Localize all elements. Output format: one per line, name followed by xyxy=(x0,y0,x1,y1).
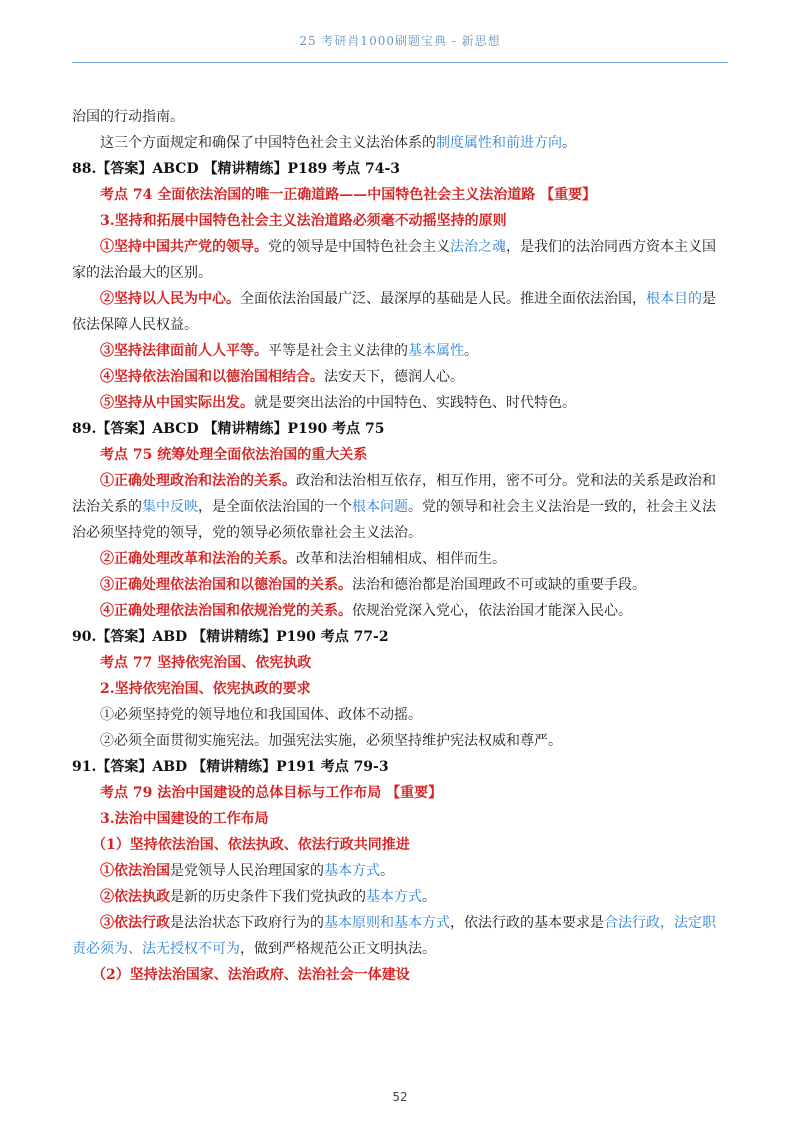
emphasis-red-text: ③正确处理依法治国和以德治国的关系。 xyxy=(100,577,352,593)
emphasis-red-text: ②坚持以人民为中心。 xyxy=(100,291,240,307)
emphasis-red-text: ①坚持中国共产党的领导。 xyxy=(100,239,268,255)
text-line xyxy=(72,104,728,130)
text-line xyxy=(72,936,728,962)
body-text: 平等是社会主义法律的 xyxy=(268,343,408,359)
emphasis-red-text: ③坚持法律面前人人平等。 xyxy=(100,343,268,359)
body-text: 2.坚持依宪治国、依宪执政的要求 xyxy=(100,681,311,697)
body-text: ②必须全面贯彻实施宪法。加强宪法实施，必须坚持维护宪法权威和尊严。 xyxy=(100,733,562,749)
text-line xyxy=(72,286,728,312)
emphasis-red-text: ①正确处理政治和法治的关系。 xyxy=(100,473,296,489)
text-line xyxy=(72,182,728,208)
body-text: 。 xyxy=(464,343,478,359)
body-text: 全面依法治国最广泛、最深厚的基础是人民。推进全面依法治国， xyxy=(240,291,646,307)
text-line xyxy=(72,494,728,520)
body-text: 是 xyxy=(702,291,716,307)
body-text: 改革和法治相辅相成、相伴而生。 xyxy=(296,551,506,567)
body-text: 治必须坚持党的领导，党的领导必须依靠社会主义法治。 xyxy=(72,525,422,541)
emphasis-red-text: ④坚持依法治国和以德治国相结合。 xyxy=(100,369,324,385)
body-text: 党的领导是中国特色社会主义 xyxy=(268,239,450,255)
emphasis-red-text: ④正确处理依法治国和依规治党的关系。 xyxy=(100,603,352,619)
text-line xyxy=(72,260,728,286)
emphasis-red-text: ③依法行政 xyxy=(100,915,170,931)
body-text: 就是要突出法治的中国特色、实践特色、时代特色。 xyxy=(254,395,576,411)
body-text: 是法治状态下政府行为的 xyxy=(170,915,324,931)
text-line xyxy=(72,624,728,650)
text-line xyxy=(72,130,728,156)
text-line xyxy=(72,832,728,858)
highlight-blue-text: 基本原则和基本方式 xyxy=(324,915,450,931)
text-line xyxy=(72,390,728,416)
emphasis-red-text: ②依法执政 xyxy=(100,889,170,905)
text-line xyxy=(72,416,728,442)
text-line xyxy=(72,338,728,364)
body-text: （1）坚持依法治国、依法执政、依法行政共同推进 xyxy=(92,837,410,853)
body-text: 家的法治最大的区别。 xyxy=(72,265,212,281)
highlight-blue-text: 集中反映 xyxy=(142,499,198,515)
emphasis-red-text: ⑤坚持从中国实际出发。 xyxy=(100,395,254,411)
body-text: 88.【答案】ABCD 【精讲精练】P189 考点 74-3 xyxy=(72,161,401,177)
text-line xyxy=(72,208,728,234)
text-line xyxy=(72,728,728,754)
body-text: 3.法治中国建设的工作布局 xyxy=(100,811,269,827)
text-line xyxy=(72,858,728,884)
body-text: 90.【答案】ABD 【精讲精练】P190 考点 77-2 xyxy=(72,629,389,645)
body-text: 3.坚持和拓展中国特色社会主义法治道路必须毫不动摇坚持的原则 xyxy=(100,213,507,229)
body-text: 考点 79 法治中国建设的总体目标与工作布局 【重要】 xyxy=(100,785,443,801)
body-text: 考点 74 全面依法治国的唯一正确道路——中国特色社会主义法治道路 【重要】 xyxy=(100,187,597,203)
text-line xyxy=(72,806,728,832)
highlight-blue-text: 根本问题 xyxy=(352,499,408,515)
body-text: ，做到严格规范公正文明执法。 xyxy=(240,941,436,957)
text-line xyxy=(72,364,728,390)
body-text: 政治和法治相互依存，相互作用，密不可分。党和法的关系是政治和 xyxy=(296,473,716,489)
body-text: ，是全面依法治国的一个 xyxy=(198,499,352,515)
body-text: ，依法行政的基本要求是 xyxy=(450,915,604,931)
body-text: 考点 77 坚持依宪治国、依宪执政 xyxy=(100,655,312,671)
body-text: 考点 75 统筹处理全面依法治国的重大关系 xyxy=(100,447,368,463)
text-line xyxy=(72,910,728,936)
text-line xyxy=(72,546,728,572)
body-text: ①必须坚持党的领导地位和我国国体、政体不动摇。 xyxy=(100,707,422,723)
text-line xyxy=(72,312,728,338)
body-text: 法治关系的 xyxy=(72,499,142,515)
body-text: 依法保障人民权益。 xyxy=(72,317,198,333)
text-line xyxy=(72,754,728,780)
text-line xyxy=(72,572,728,598)
text-line xyxy=(72,234,728,260)
emphasis-red-text: ①依法治国 xyxy=(100,863,170,879)
text-line xyxy=(72,884,728,910)
highlight-blue-text: 责必须为、法无授权不可为 xyxy=(72,941,240,957)
highlight-blue-text: 根本目的 xyxy=(646,291,702,307)
body-text: 91.【答案】ABD 【精讲精练】P191 考点 79-3 xyxy=(72,759,389,775)
highlight-blue-text: 基本方式 xyxy=(366,889,422,905)
body-text: 治国的行动指南。 xyxy=(72,109,184,125)
highlight-blue-text: 制度属性和前进方向 xyxy=(436,135,562,151)
text-line xyxy=(72,962,728,988)
body-text: 这三个方面规定和确保了中国特色社会主义法治体系的 xyxy=(100,135,436,151)
page-number: 52 xyxy=(392,1090,408,1104)
text-line xyxy=(72,676,728,702)
text-line xyxy=(72,468,728,494)
body-text: 89.【答案】ABCD 【精讲精练】P190 考点 75 xyxy=(72,421,385,437)
text-line xyxy=(72,442,728,468)
text-line xyxy=(72,780,728,806)
text-line xyxy=(72,702,728,728)
highlight-blue-text: 合法行政，法定职 xyxy=(604,915,716,931)
emphasis-red-text: ②正确处理改革和法治的关系。 xyxy=(100,551,296,567)
header-divider xyxy=(72,62,728,63)
body-text: 是新的历史条件下我们党执政的 xyxy=(170,889,366,905)
body-text: 。 xyxy=(562,135,576,151)
page-content xyxy=(72,104,728,988)
highlight-blue-text: 法治之魂 xyxy=(450,239,506,255)
body-text: ，是我们的法治同西方资本主义国 xyxy=(506,239,716,255)
body-text: 。党的领导和社会主义法治是一致的，社会主义法 xyxy=(408,499,716,515)
body-text: 法安天下，德润人心。 xyxy=(324,369,464,385)
text-line xyxy=(72,650,728,676)
text-line xyxy=(72,520,728,546)
body-text: （2）坚持法治国家、法治政府、法治社会一体建设 xyxy=(92,967,410,983)
text-line xyxy=(72,598,728,624)
page-header: 25 考研肖1000刷题宝典 - 新思想 xyxy=(299,34,501,48)
body-text: 。 xyxy=(422,889,436,905)
highlight-blue-text: 基本方式 xyxy=(324,863,380,879)
text-line xyxy=(72,156,728,182)
body-text: 是党领导人民治理国家的 xyxy=(170,863,324,879)
body-text: 依规治党深入党心，依法治国才能深入民心。 xyxy=(352,603,632,619)
highlight-blue-text: 基本属性 xyxy=(408,343,464,359)
body-text: 法治和德治都是治国理政不可或缺的重要手段。 xyxy=(352,577,646,593)
body-text: 。 xyxy=(380,863,394,879)
